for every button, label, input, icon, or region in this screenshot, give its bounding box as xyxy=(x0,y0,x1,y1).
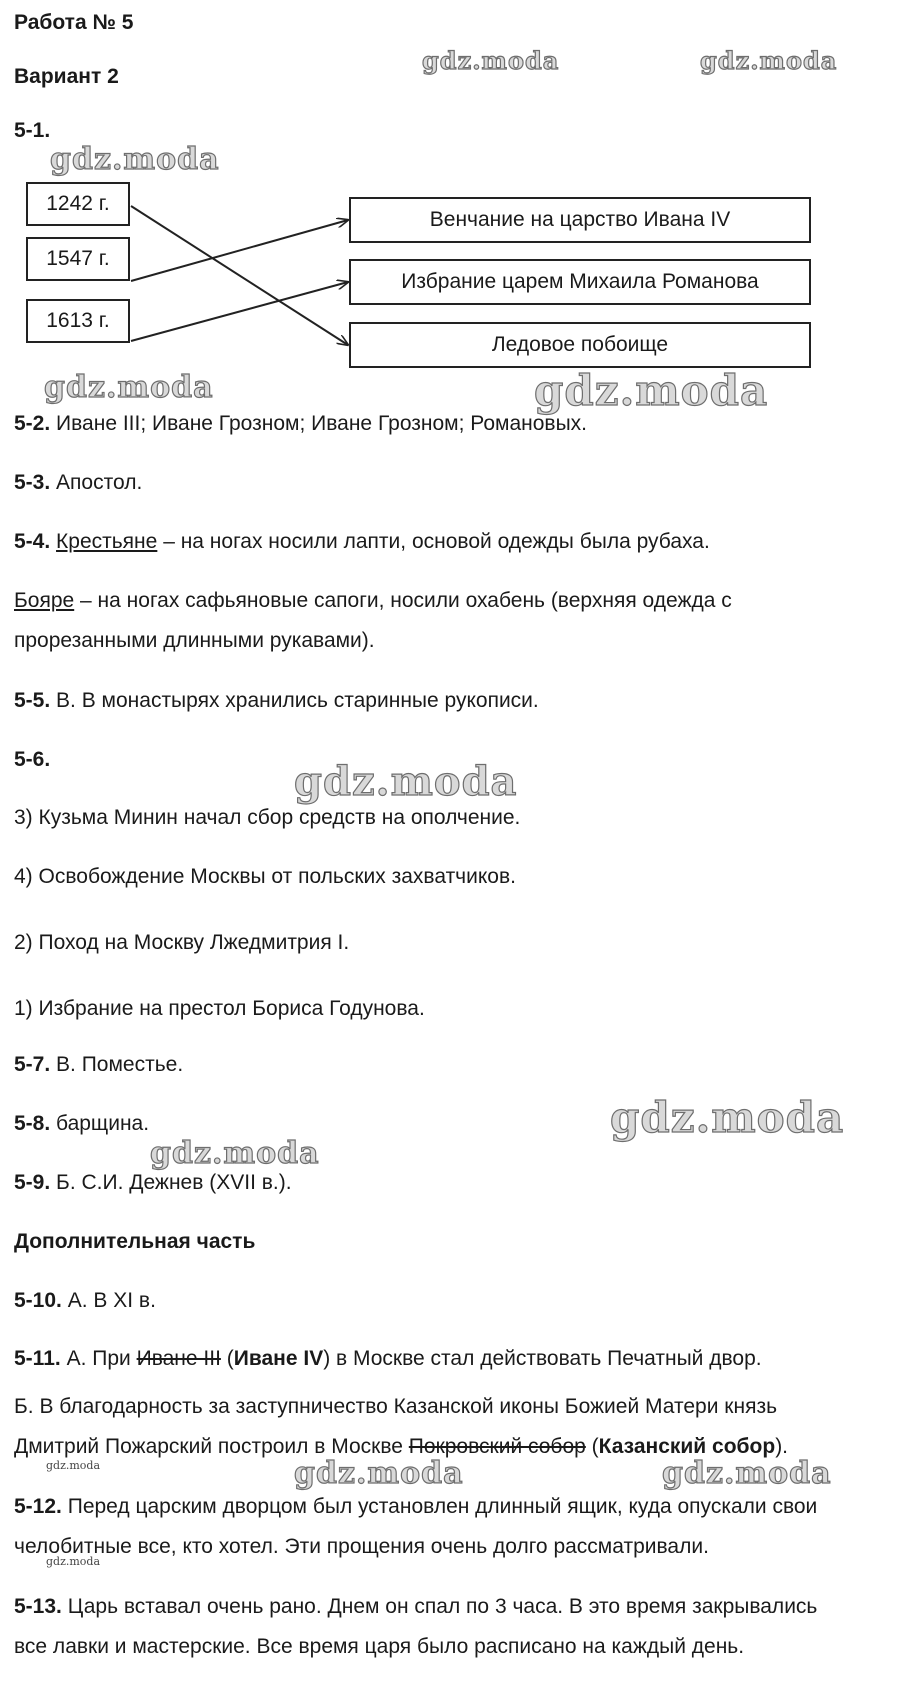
variant-heading: Вариант 2 xyxy=(14,65,119,88)
event-box-romanov-election: Избрание царем Михаила Романова xyxy=(349,259,811,305)
watermark: gdz.moda xyxy=(150,1136,320,1171)
q5-6-label: 5-6. xyxy=(14,748,51,771)
watermark: gdz.moda xyxy=(294,758,518,805)
event-box-ice-battle: Ледовое побоище xyxy=(349,322,811,368)
watermark: gdz.moda xyxy=(46,1459,101,1472)
extra-section-heading: Дополнительная часть xyxy=(14,1230,256,1253)
year-box-1613: 1613 г. xyxy=(26,299,130,343)
watermark: gdz.moda xyxy=(610,1093,845,1142)
arrow-1242-to-ice-battle xyxy=(131,206,348,345)
year-box-1547: 1547 г. xyxy=(26,237,130,281)
q5-2-answer: 5-2. Иване III; Иване Грозном; Иване Грозном; Романовых. xyxy=(14,412,588,435)
q5-6-item: 1) Избрание на престол Бориса Годунова. xyxy=(14,997,425,1020)
q5-13-line2: все лавки и мастерские. Все время царя было расписано на каждый день. xyxy=(14,1635,745,1658)
q5-4-peasants: 5-4. Крестьяне – на ногах носили лапти, основой одежды была рубаха. xyxy=(14,530,710,553)
q5-12-line1: 5-12. Перед царским дворцом был установлен длинный ящик, куда опускали свои xyxy=(14,1495,818,1518)
watermark: gdz.moda xyxy=(700,46,838,75)
q5-11-a: 5-11. А. При Иване III (Иване IV) в Москве стал действовать Печатный двор. xyxy=(14,1347,762,1370)
q5-6-item: 2) Поход на Москву Лжедмитрия I. xyxy=(14,931,350,954)
watermark: gdz.moda xyxy=(50,142,220,177)
q5-12-line2: челобитные все, кто хотел. Эти прощения очень долго рассматривали. xyxy=(14,1535,709,1558)
q5-11-b-line1: Б. В благодарность за заступничество Казанской иконы Божией Матери князь xyxy=(14,1395,778,1418)
q5-10-answer: 5-10. А. В XI в. xyxy=(14,1289,156,1312)
q5-9-answer: 5-9. Б. С.И. Дежнев (XVII в.). xyxy=(14,1171,292,1194)
watermark: gdz.moda xyxy=(294,1456,464,1491)
watermark: gdz.moda xyxy=(534,366,769,415)
q5-4-boyars: Бояре – на ногах сафьяновые сапоги, носили охабень (верхняя одежда с xyxy=(14,589,732,612)
event-box-coronation: Венчание на царство Ивана IV xyxy=(349,197,811,243)
arrow-1613-to-romanov-election xyxy=(131,282,348,341)
q5-8-answer: 5-8. барщина. xyxy=(14,1112,150,1135)
watermark: gdz.moda xyxy=(44,370,214,405)
arrow-1547-to-coronation xyxy=(131,220,348,281)
watermark: gdz.moda xyxy=(46,1555,101,1568)
q5-5-answer: 5-5. В. В монастырях хранились старинные рукописи. xyxy=(14,689,539,712)
q5-1-label: 5-1. xyxy=(14,119,51,142)
q5-13-line1: 5-13. Царь вставал очень рано. Днем он спал по 3 часа. В это время закрывались xyxy=(14,1595,818,1618)
q5-4-boyars-cont: прорезанными длинными рукавами). xyxy=(14,629,375,652)
q5-11-b-line2: Дмитрий Пожарский построил в Москве Покровский собор (Казанский собор). xyxy=(14,1435,789,1458)
watermark: gdz.moda xyxy=(422,46,560,75)
q5-6-item: 4) Освобождение Москвы от польских захватчиков. xyxy=(14,865,516,888)
q5-3-answer: 5-3. Апостол. xyxy=(14,471,143,494)
q5-6-item: 3) Кузьма Минин начал сбор средств на ополчение. xyxy=(14,806,521,829)
watermark: gdz.moda xyxy=(662,1456,832,1491)
year-box-1242: 1242 г. xyxy=(26,182,130,226)
q5-7-answer: 5-7. В. Поместье. xyxy=(14,1053,184,1076)
page-title: Работа № 5 xyxy=(14,11,134,34)
